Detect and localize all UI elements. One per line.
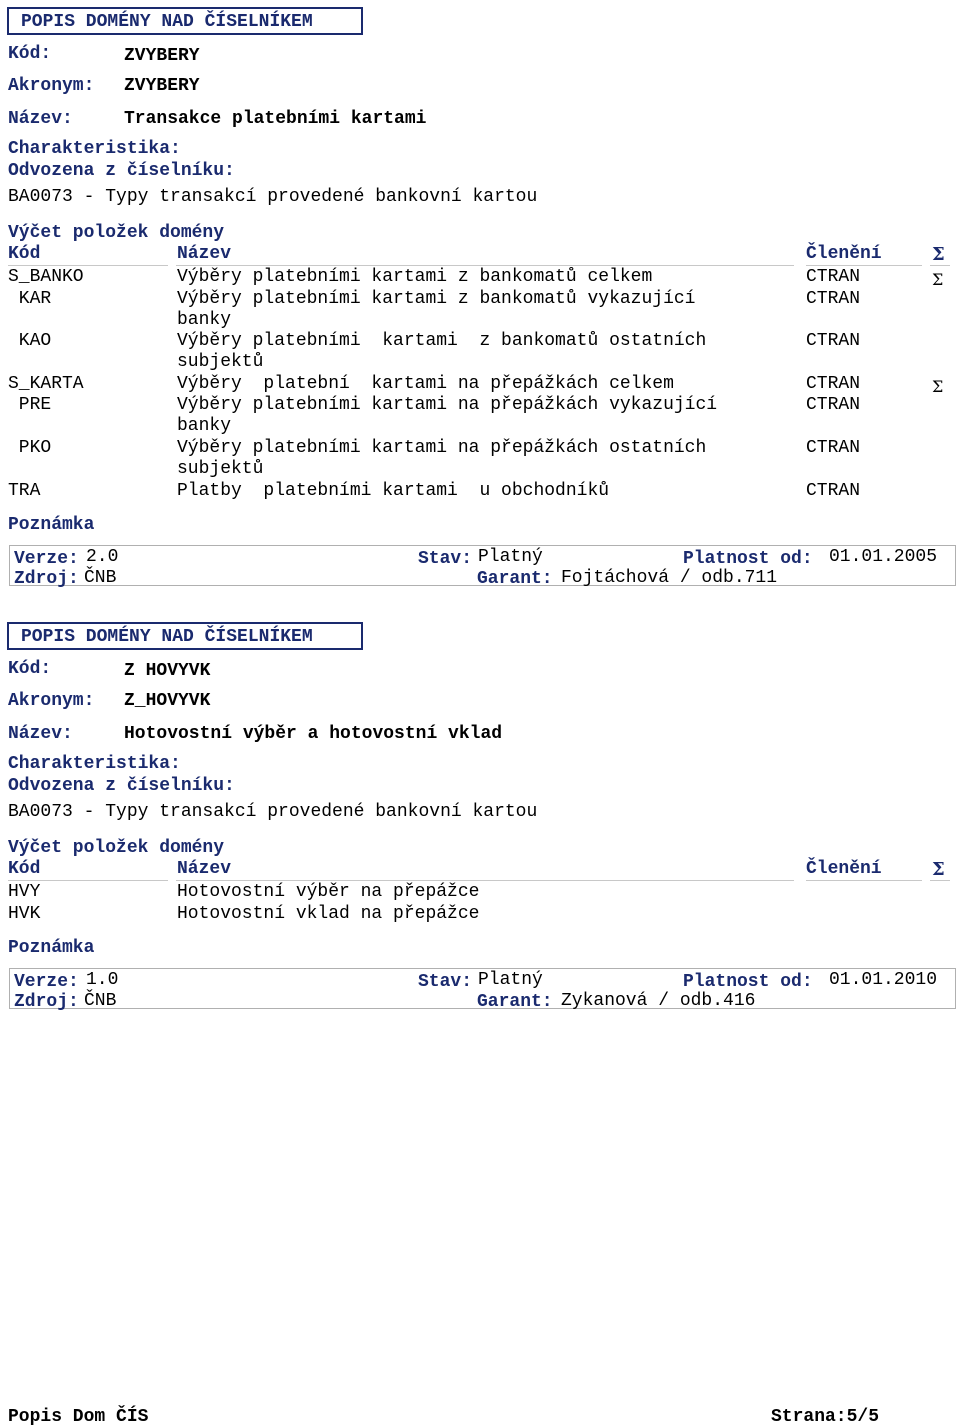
platnost-value: 01.01.2010 xyxy=(829,970,938,990)
verze-value: 2.0 xyxy=(86,547,119,567)
domain-section-2 xyxy=(0,615,960,1015)
zdroj-value: ČNB xyxy=(84,991,117,1011)
section-title: POPIS DOMÉNY NAD ČÍSELNÍKEM xyxy=(21,12,313,32)
sigma-icon: Σ xyxy=(932,270,944,289)
row-nazev: Výběry platebními kartami z bankomatů celkem xyxy=(177,267,653,287)
row-nazev: Výběry platebními kartami na přepážkách ostatních xyxy=(177,438,707,458)
version-footer-box xyxy=(9,968,956,1012)
garant-value: Zykanová / odb.416 xyxy=(561,991,756,1011)
stav-value: Platný xyxy=(478,547,543,567)
kod-label: Kód: xyxy=(8,44,52,64)
verze-label: Verze: xyxy=(14,549,79,569)
nazev-value: Transakce platebními kartami xyxy=(124,109,427,129)
garant-label: Garant: xyxy=(477,569,553,589)
header-underline xyxy=(930,265,950,266)
row-nazev-cont: subjektů xyxy=(177,459,264,479)
vycet-label: Výčet položek domény xyxy=(8,838,225,858)
garant-label: Garant: xyxy=(477,992,553,1012)
row-kod: HVK xyxy=(8,904,41,924)
row-kod: TRA xyxy=(8,481,41,501)
kod-label: Kód: xyxy=(8,659,52,679)
sigma-icon: Σ xyxy=(932,377,944,396)
row-cleneni: CTRAN xyxy=(806,481,861,501)
stav-label: Stav: xyxy=(418,972,473,992)
page-footer-page-number: Strana:5/5 xyxy=(771,1407,880,1427)
row-kod: KAO xyxy=(8,331,52,351)
odvozena-value: BA0073 - Typy transakcí provedené bankovní kartou xyxy=(8,802,538,822)
stav-value: Platný xyxy=(478,970,543,990)
row-cleneni: CTRAN xyxy=(806,395,861,415)
section-title: POPIS DOMÉNY NAD ČÍSELNÍKEM xyxy=(21,627,313,647)
garant-value: Fojtáchová / odb.711 xyxy=(561,568,778,588)
row-nazev: Výběry platební kartami na přepážkách celkem xyxy=(177,374,674,394)
row-kod: KAR xyxy=(8,289,52,309)
page-footer-left: Popis Dom ČÍS xyxy=(8,1407,149,1427)
col-header-cleneni: Členění xyxy=(806,859,882,879)
row-nazev: Výběry platebními kartami z bankomatů ostatních xyxy=(177,331,707,351)
row-nazev: Hotovostní vklad na přepážce xyxy=(177,904,480,924)
zdroj-label: Zdroj: xyxy=(14,992,79,1012)
col-header-nazev: Název xyxy=(177,244,232,264)
header-underline xyxy=(930,880,950,881)
platnost-label: Platnost od: xyxy=(683,972,813,992)
row-cleneni: CTRAN xyxy=(806,374,861,394)
section-title-box xyxy=(7,622,363,650)
row-cleneni: CTRAN xyxy=(806,438,861,458)
odvozena-value: BA0073 - Typy transakcí provedené bankovní kartou xyxy=(8,187,538,207)
row-cleneni: CTRAN xyxy=(806,267,861,287)
col-header-cleneni: Členění xyxy=(806,244,882,264)
row-kod: S_BANKO xyxy=(8,267,84,287)
row-kod: S_KARTA xyxy=(8,374,84,394)
charakteristika-label: Charakteristika: xyxy=(8,754,181,774)
row-nazev-cont: banky xyxy=(177,416,232,436)
zdroj-value: ČNB xyxy=(84,568,117,588)
verze-value: 1.0 xyxy=(86,970,119,990)
row-kod: PKO xyxy=(8,438,52,458)
version-footer-box xyxy=(9,545,956,589)
col-header-kod: Kód xyxy=(8,244,41,264)
col-header-nazev: Název xyxy=(177,859,232,879)
row-nazev: Platby platebními kartami u obchodníků xyxy=(177,481,610,501)
odvozena-label: Odvozena z číselníku: xyxy=(8,161,235,181)
akronym-value: Z_HOVYVK xyxy=(124,691,211,711)
header-underline xyxy=(806,880,922,881)
verze-label: Verze: xyxy=(14,972,79,992)
odvozena-label: Odvozena z číselníku: xyxy=(8,776,235,796)
domain-section-1 xyxy=(0,0,960,589)
nazev-value: Hotovostní výběr a hotovostní vklad xyxy=(124,724,503,744)
section-title-box xyxy=(7,7,363,35)
kod-value: Z HOVYVK xyxy=(124,661,211,681)
poznamka-label: Poznámka xyxy=(8,938,95,958)
platnost-value: 01.01.2005 xyxy=(829,547,938,567)
col-header-sigma-icon: Σ xyxy=(932,244,945,265)
nazev-label: Název: xyxy=(8,109,73,129)
row-nazev: Výběry platebními kartami na přepážkách vykazující xyxy=(177,395,718,415)
row-nazev-cont: subjektů xyxy=(177,352,264,372)
kod-value: ZVYBERY xyxy=(124,46,200,66)
akronym-label: Akronym: xyxy=(8,691,95,711)
row-kod: PRE xyxy=(8,395,52,415)
col-header-sigma-icon: Σ xyxy=(932,859,945,880)
zdroj-label: Zdroj: xyxy=(14,569,79,589)
row-nazev-cont: banky xyxy=(177,310,232,330)
row-nazev: Výběry platebními kartami z bankomatů vykazující xyxy=(177,289,696,309)
vycet-label: Výčet položek domény xyxy=(8,223,225,243)
nazev-label: Název: xyxy=(8,724,73,744)
row-cleneni: CTRAN xyxy=(806,331,861,351)
akronym-label: Akronym: xyxy=(8,76,95,96)
stav-label: Stav: xyxy=(418,549,473,569)
platnost-label: Platnost od: xyxy=(683,549,813,569)
akronym-value: ZVYBERY xyxy=(124,76,200,96)
row-cleneni: CTRAN xyxy=(806,289,861,309)
col-header-kod: Kód xyxy=(8,859,41,879)
charakteristika-label: Charakteristika: xyxy=(8,139,181,159)
row-nazev: Hotovostní výběr na přepážce xyxy=(177,882,480,902)
row-kod: HVY xyxy=(8,882,41,902)
poznamka-label: Poznámka xyxy=(8,515,95,535)
